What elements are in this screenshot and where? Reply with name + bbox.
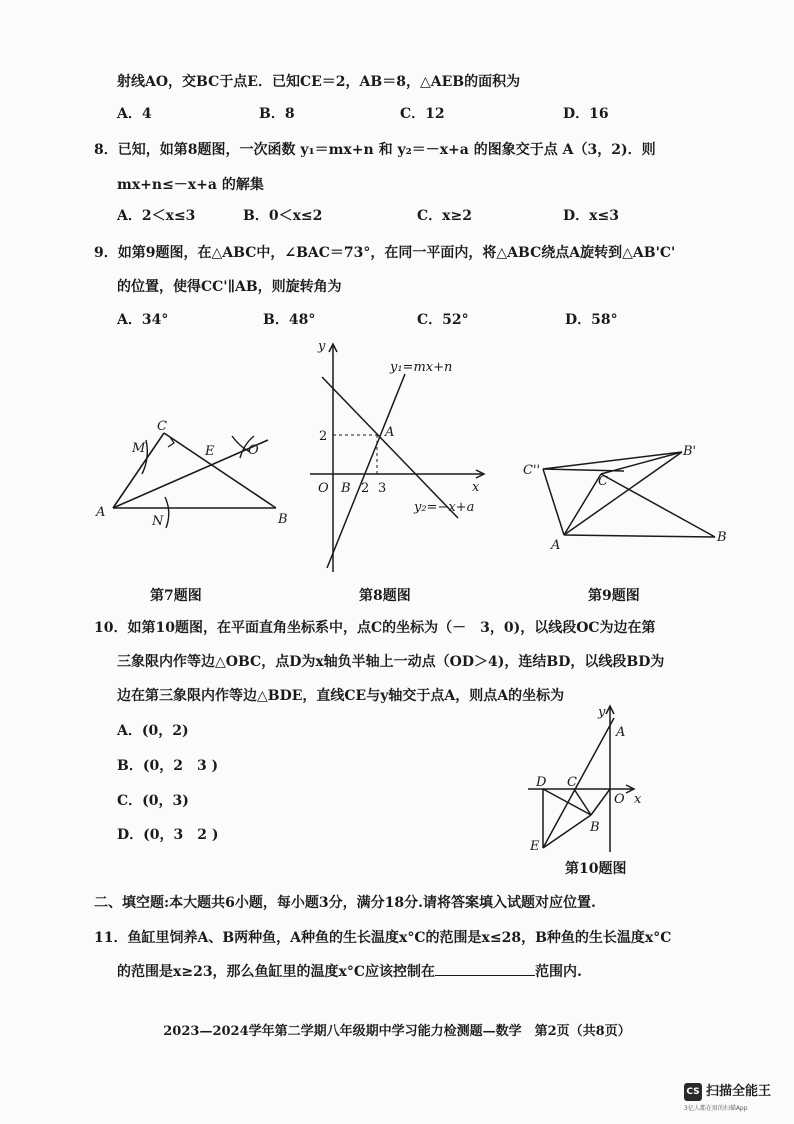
q9-option-a: A．34° — [117, 312, 169, 328]
q10-line2: 三象限内作等边△OBC，点D为x轴负半轴上一动点（OD＞4)，连结BD，以线段BD为 — [117, 654, 665, 670]
q9-option-c: C．52° — [417, 312, 469, 328]
fig7-label-n: N — [152, 514, 164, 529]
q8-option-a: A．2＜x≤3 — [117, 208, 196, 224]
q11-line2-start: 的范围是x≥23，那么鱼缸里的温度x°C应该控制在 — [117, 964, 436, 980]
q8-line1: 8．已知，如第8题图，一次函数 y₁＝mx+n 和 y₂＝－x+a 的图象交于点 A（3，2)．则 — [94, 142, 656, 158]
section-2-title: 二、填空题:本大题共6小题，每小题3分，满分18分.请将答案填入试题对应位置. — [94, 895, 596, 911]
fig8-label-o: O — [318, 481, 329, 496]
q7-option-d: D．16 — [563, 106, 609, 122]
fig8-ytick-2: 2 — [319, 429, 328, 444]
q9-line2: 的位置，使得CC'∥AB，则旋转角为 — [117, 279, 342, 295]
fig10-caption: 第10题图 — [565, 861, 627, 877]
q11-line2-end: 范围内. — [535, 964, 582, 980]
fig10-label-y: y — [598, 705, 606, 720]
fig7-label-a: A — [96, 505, 106, 520]
q9-option-b: B．48° — [263, 312, 316, 328]
fig10-label-c: C — [567, 775, 577, 790]
q8-option-c: C．x≥2 — [417, 208, 472, 224]
fig8-caption: 第8题图 — [359, 588, 411, 604]
camscanner-tagline: 3亿人都在用的扫描App — [684, 1105, 748, 1112]
fig9-label-b-prime: B' — [683, 444, 697, 459]
camscanner-name: 扫描全能王 — [706, 1084, 772, 1099]
fig7-label-b: B — [278, 512, 288, 527]
fig7-label-c: C — [157, 419, 167, 434]
fig9-label-c-double-prime: C'' — [523, 463, 541, 478]
q11-line1: 11．鱼缸里饲养A、B两种鱼，A种鱼的生长温度x°C的范围是x≤28，B种鱼的生长温度x°C — [94, 930, 672, 946]
scanner-watermark — [684, 1083, 784, 1115]
q9-option-d: D．58° — [565, 312, 618, 328]
fig8-label-b: B — [341, 481, 351, 496]
q8-option-d: D．x≤3 — [563, 208, 619, 224]
q10-option-a: A．(0，2) — [117, 723, 189, 739]
fig10-label-b: B — [590, 820, 600, 835]
fig10-label-x: x — [634, 792, 642, 807]
q8-line2: mx+n≤－x+a 的解集 — [117, 177, 264, 193]
fig8-tick-3: 3 — [378, 481, 387, 496]
q7-option-a: A．4 — [117, 106, 152, 122]
fig8-label-x: x — [472, 480, 480, 495]
page-footer: 2023—2024学年第二学期八年级期中学习能力检测题—数学 第2页（共8页） — [163, 1024, 631, 1039]
fig10-label-d: D — [536, 775, 547, 790]
fig10-label-e: E — [530, 839, 540, 854]
q9-line1: 9．如第9题图，在△ABC中，∠BAC＝73°，在同一平面内，将△ABC绕点A旋转到△AB'C' — [94, 245, 676, 261]
fig8-label-y2: y₂=−x+a — [414, 500, 475, 515]
q7-continuation: 射线AO，交BC于点E．已知CE＝2，AB＝8，△AEB的面积为 — [117, 74, 521, 90]
q11-answer-blank — [435, 961, 535, 976]
q10-option-d: D．(0，3 2 ) — [117, 827, 219, 843]
q7-option-b: B．8 — [259, 106, 295, 122]
fig9-label-c: C — [598, 474, 608, 489]
q7-option-c: C．12 — [400, 106, 445, 122]
q11-line2 — [117, 961, 582, 982]
q10-option-c: C．(0，3) — [117, 793, 189, 809]
fig7-label-m: M — [132, 441, 146, 456]
q10-line3: 边在第三象限内作等边△BDE，直线CE与y轴交于点A，则点A的坐标为 — [117, 688, 565, 704]
fig8-label-y1: y₁=mx+n — [390, 360, 453, 375]
q10-line1: 10．如第10题图，在平面直角坐标系中，点C的坐标为（－ 3，0)，以线段OC为边在第 — [94, 620, 656, 636]
q10-option-b: B．(0，2 3 ) — [117, 758, 219, 774]
camscanner-logo: CS — [684, 1083, 702, 1101]
fig10-label-o: O — [614, 792, 625, 807]
fig9-caption: 第9题图 — [588, 588, 640, 604]
fig8-tick-2: 2 — [361, 481, 370, 496]
fig8-label-a: A — [385, 425, 395, 440]
fig9-label-a: A — [551, 538, 561, 553]
q8-option-b: B．0＜x≤2 — [243, 208, 323, 224]
fig9-label-b: B — [717, 530, 727, 545]
fig7-caption: 第7题图 — [150, 588, 202, 604]
fig7-label-o: O — [248, 443, 259, 458]
fig10-label-a: A — [616, 725, 626, 740]
fig8-label-y: y — [318, 339, 326, 354]
fig7-label-e: E — [205, 444, 215, 459]
